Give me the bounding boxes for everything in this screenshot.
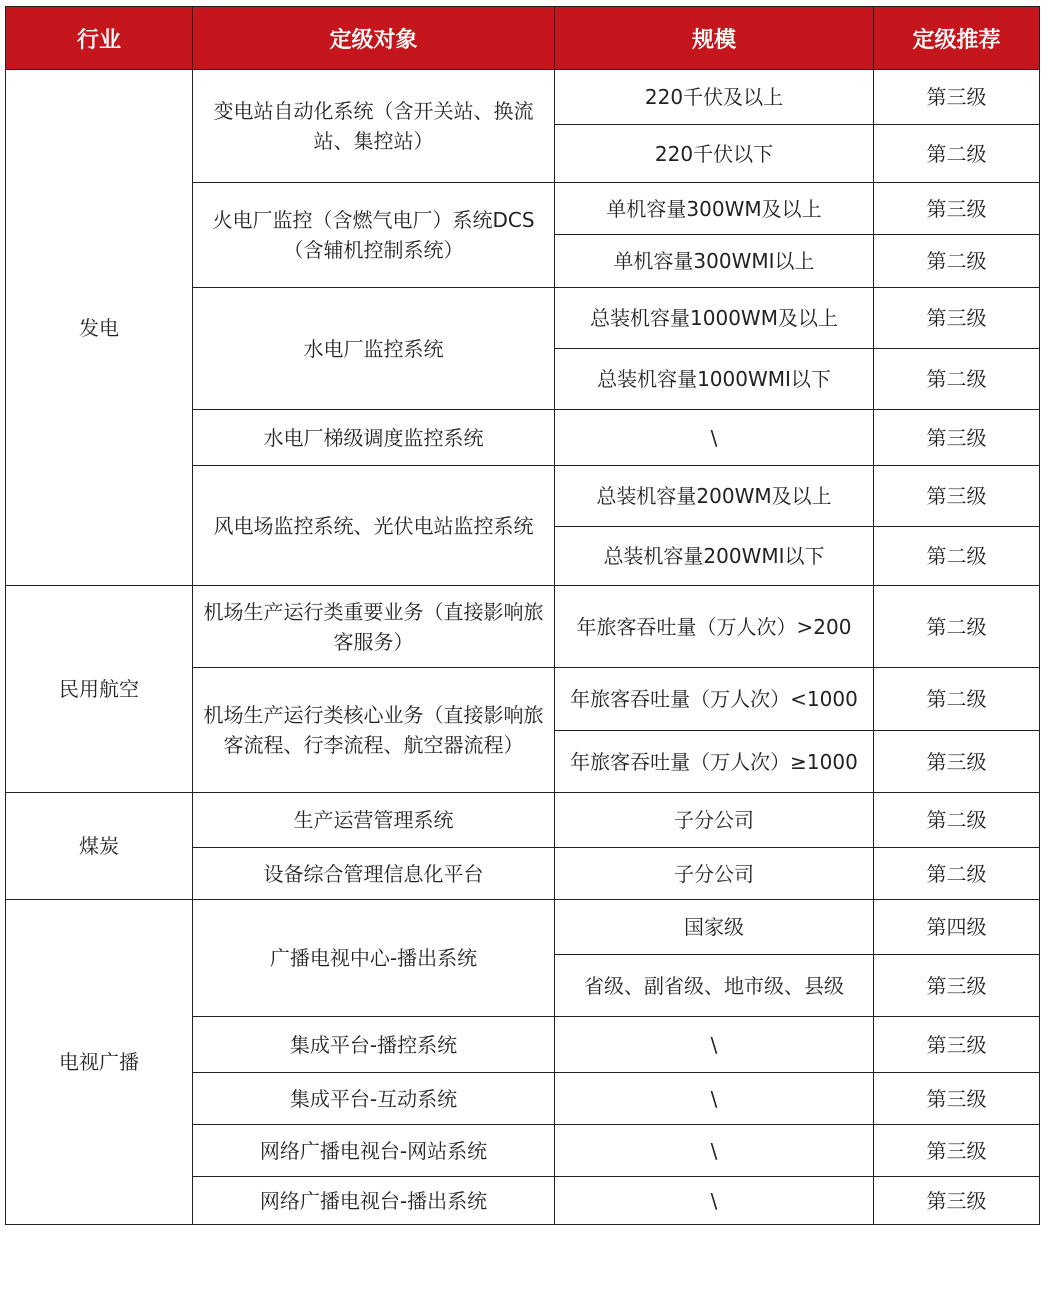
industry-cell: 煤炭 bbox=[6, 793, 193, 900]
level-cell: 第三级 bbox=[874, 466, 1040, 527]
scale-cell: \ bbox=[555, 1073, 874, 1125]
level-cell: 第三级 bbox=[874, 1177, 1040, 1225]
scale-cell: 子分公司 bbox=[555, 848, 874, 900]
scale-cell: 220千伏以下 bbox=[555, 125, 874, 183]
scale-cell: \ bbox=[555, 1177, 874, 1225]
target-cell: 水电厂梯级调度监控系统 bbox=[193, 410, 555, 466]
scale-cell: 总装机容量1000WM及以上 bbox=[555, 288, 874, 349]
target-cell: 网络广播电视台-播出系统 bbox=[193, 1177, 555, 1225]
target-cell: 水电厂监控系统 bbox=[193, 288, 555, 410]
scale-cell: 单机容量300WM及以上 bbox=[555, 183, 874, 235]
industry-cell: 发电 bbox=[6, 70, 193, 586]
scale-cell: 省级、副省级、地市级、县级 bbox=[555, 955, 874, 1017]
target-cell: 集成平台-播控系统 bbox=[193, 1017, 555, 1073]
classification-table bbox=[5, 6, 1040, 1225]
target-cell: 网络广播电视台-网站系统 bbox=[193, 1125, 555, 1177]
level-cell: 第三级 bbox=[874, 410, 1040, 466]
table-row bbox=[6, 70, 1040, 125]
table-row bbox=[6, 793, 1040, 848]
level-cell: 第四级 bbox=[874, 900, 1040, 955]
header-industry: 行业 bbox=[6, 7, 193, 70]
scale-cell: 年旅客吞吐量（万人次）<1000 bbox=[555, 668, 874, 731]
target-cell: 机场生产运行类核心业务（直接影响旅客流程、行李流程、航空器流程） bbox=[193, 668, 555, 793]
scale-cell: 总装机容量200WM及以上 bbox=[555, 466, 874, 527]
level-cell: 第三级 bbox=[874, 70, 1040, 125]
scale-cell: 国家级 bbox=[555, 900, 874, 955]
table-header-row bbox=[6, 7, 1040, 70]
level-cell: 第二级 bbox=[874, 349, 1040, 410]
target-cell: 机场生产运行类重要业务（直接影响旅客服务） bbox=[193, 586, 555, 668]
level-cell: 第二级 bbox=[874, 586, 1040, 668]
level-cell: 第三级 bbox=[874, 1125, 1040, 1177]
scale-cell: 子分公司 bbox=[555, 793, 874, 848]
level-cell: 第二级 bbox=[874, 125, 1040, 183]
level-cell: 第二级 bbox=[874, 668, 1040, 731]
header-target: 定级对象 bbox=[193, 7, 555, 70]
target-cell: 变电站自动化系统（含开关站、换流站、集控站） bbox=[193, 70, 555, 183]
target-cell: 生产运营管理系统 bbox=[193, 793, 555, 848]
target-cell: 集成平台-互动系统 bbox=[193, 1073, 555, 1125]
level-cell: 第二级 bbox=[874, 527, 1040, 586]
level-cell: 第三级 bbox=[874, 1073, 1040, 1125]
scale-cell: 总装机容量1000WMI以下 bbox=[555, 349, 874, 410]
industry-cell: 电视广播 bbox=[6, 900, 193, 1225]
table-row bbox=[6, 586, 1040, 668]
target-cell: 设备综合管理信息化平台 bbox=[193, 848, 555, 900]
header-level: 定级推荐 bbox=[874, 7, 1040, 70]
scale-cell: 年旅客吞吐量（万人次）>200 bbox=[555, 586, 874, 668]
scale-cell: \ bbox=[555, 1125, 874, 1177]
level-cell: 第三级 bbox=[874, 183, 1040, 235]
scale-cell: 单机容量300WMI以上 bbox=[555, 235, 874, 288]
level-cell: 第三级 bbox=[874, 288, 1040, 349]
scale-cell: 220千伏及以上 bbox=[555, 70, 874, 125]
table-row bbox=[6, 900, 1040, 955]
scale-cell: \ bbox=[555, 410, 874, 466]
target-cell: 风电场监控系统、光伏电站监控系统 bbox=[193, 466, 555, 586]
level-cell: 第三级 bbox=[874, 955, 1040, 1017]
scale-cell: \ bbox=[555, 1017, 874, 1073]
level-cell: 第二级 bbox=[874, 848, 1040, 900]
industry-cell: 民用航空 bbox=[6, 586, 193, 793]
scale-cell: 总装机容量200WMI以下 bbox=[555, 527, 874, 586]
level-cell: 第二级 bbox=[874, 235, 1040, 288]
target-cell: 火电厂监控（含燃气电厂）系统DCS（含辅机控制系统） bbox=[193, 183, 555, 288]
scale-cell: 年旅客吞吐量（万人次）≥1000 bbox=[555, 731, 874, 793]
level-cell: 第二级 bbox=[874, 793, 1040, 848]
target-cell: 广播电视中心-播出系统 bbox=[193, 900, 555, 1017]
level-cell: 第三级 bbox=[874, 1017, 1040, 1073]
level-cell: 第三级 bbox=[874, 731, 1040, 793]
header-scale: 规模 bbox=[555, 7, 874, 70]
